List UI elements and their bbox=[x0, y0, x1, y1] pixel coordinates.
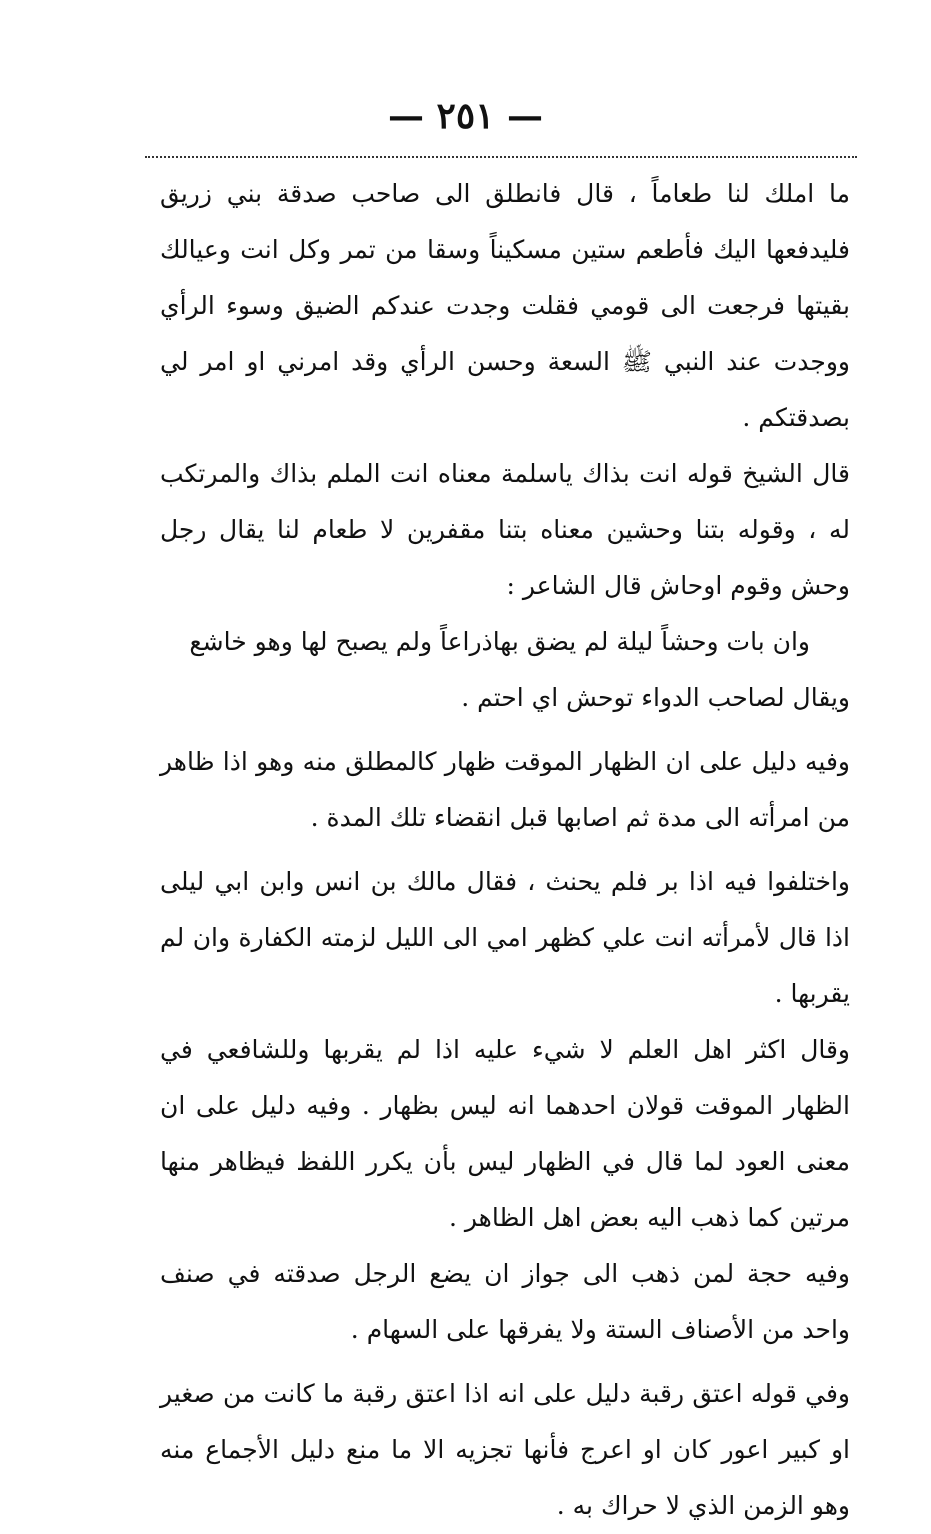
paragraph: وفيه دليل على ان الظهار الموقت ظهار كالمطلق منه وهو اذا ظاهر من امرأته الى مدة ثم اصابها قبل انقضاء تلك المدة . bbox=[160, 747, 850, 832]
paragraph: قال الشيخ قوله انت بذاك ياسلمة معناه انت الملم بذاك والمرتكب له ، وقوله بتنا وحشين معناه بتنا مقفرين لا طعام لنا يقال رجل وحش وقوم اوحاش قال الشاعر : bbox=[160, 459, 850, 600]
paragraph: وفيه حجة لمن ذهب الى جواز ان يضع الرجل صدقته في صنف واحد من الأصناف الستة ولا يفرقها على السهام . bbox=[160, 1259, 850, 1344]
verse-second-hemistich: ذراعاً ولم يصبح لها وهو خاشع bbox=[189, 627, 493, 656]
paragraph: ما املك لنا طعاماً ، قال فانطلق الى صاحب صدقة بني زريق فليدفعها اليك فأطعم ستين مسكيناً وسقا من تمر وكل انت وعيالك بقيتها فرجعت الى قومي فقلت وجدت عندكم الضيق وسوء الرأي ووجدت عند النبي ﷺ السعة وحسن الرأي وقد امرني او امر لي بصدقتكم . bbox=[160, 179, 850, 432]
poetry-verse bbox=[160, 614, 850, 670]
header-divider bbox=[145, 156, 857, 158]
page-number: — ٢٥١ — bbox=[387, 95, 544, 137]
paragraph: ويقال لصاحب الدواء توحش اي احتم . bbox=[461, 683, 850, 712]
verse-first-hemistich: وان بات وحشاً ليلة لم يضق بها bbox=[492, 627, 810, 656]
paragraph: وفي قوله اعتق رقبة دليل على انه اذا اعتق رقبة ما كانت من صغير او كبير اعور كان او اعرج فأنها تجزيه الا ما منع دليل الأجماع منه وهو الزمن الذي لا حراك به . bbox=[160, 1379, 850, 1520]
paragraph: وقال اكثر اهل العلم لا شيء عليه اذا لم يقربها وللشافعي في الظهار الموقت قولان احدهما انه ليس بظهار . وفيه دليل على ان معنى العود لما قال في الظهار ليس بأن يكرر اللفظ فيظاهر منها مرتين كما ذهب اليه بعض اهل الظاهر . bbox=[160, 1035, 850, 1232]
paragraph: واختلفوا فيه اذا بر فلم يحنث ، فقال مالك بن انس وابن ابي ليلى اذا قال لأمرأته انت علي كظهر امي الى الليل لزمته الكفارة وان لم يقربها . bbox=[160, 867, 850, 1008]
body-text bbox=[160, 166, 850, 1534]
